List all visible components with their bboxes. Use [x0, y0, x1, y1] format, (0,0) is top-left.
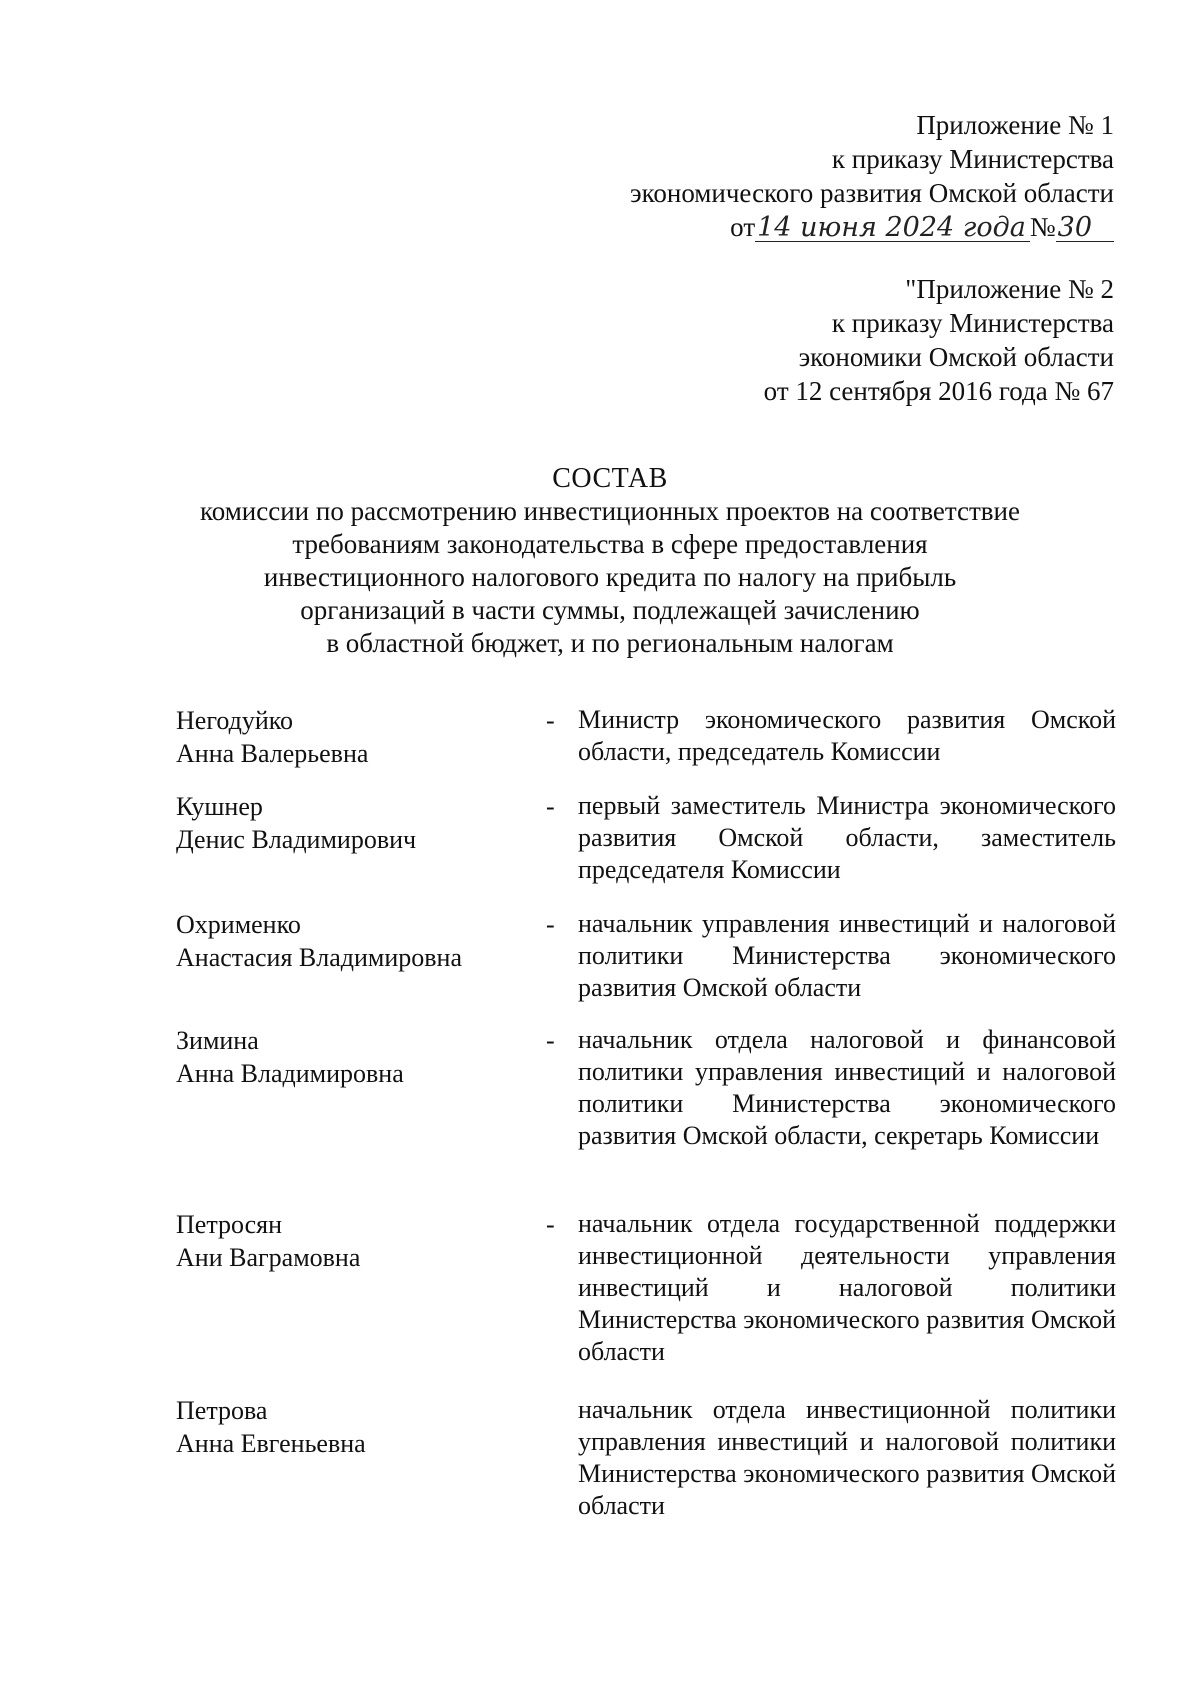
member-given-name: Анна Владимировна — [176, 1059, 404, 1088]
member-given-name: Анна Евгеньевна — [176, 1429, 366, 1458]
appendix-1-line-3: экономического развития Омской области — [630, 178, 1114, 208]
member-surname: Петрова — [176, 1396, 268, 1425]
member-dash: - — [546, 706, 555, 735]
member-dash: - — [546, 1210, 555, 1239]
member-role: Министр экономического развития Омской области, председатель Комиссии — [578, 705, 1116, 766]
appendix-1-line-2: к приказу Министерства — [831, 144, 1114, 174]
title-line-5: в областной бюджет, и по региональным налогам — [326, 628, 894, 658]
number-prefix: № — [1029, 212, 1056, 242]
member-surname: Негодуйко — [176, 706, 294, 735]
member-name — [176, 1208, 536, 1274]
member-surname: Кушнер — [176, 792, 263, 821]
member-surname: Охрименко — [176, 910, 301, 939]
appendix-2-line-3: экономики Омской области — [798, 342, 1114, 372]
title-line-3: инвестиционного налогового кредита по налогу на прибыль — [263, 562, 957, 592]
member-given-name: Ани Ваграмовна — [176, 1243, 361, 1272]
member-surname: Зимина — [176, 1026, 259, 1055]
member-role: начальник отдела налоговой и финансовой политики управления инвестиций и налоговой политики Министерства экономического развития Омской области, секретарь Комиссии — [578, 1025, 1116, 1150]
title-line-4: организаций в части суммы, подлежащей зачислению — [300, 595, 920, 625]
title-line-1: комиссии по рассмотрению инвестиционных проектов на соответствие — [199, 496, 1020, 526]
handwritten-date: 14 июня 2024 года — [755, 215, 1030, 242]
member-dash: - — [546, 1026, 555, 1055]
member-name — [176, 1024, 536, 1090]
title-heading: СОСТАВ — [552, 463, 668, 494]
member-role: начальник отдела государственной поддержки инвестиционной деятельности управления инвестиций и налоговой политики Министерства экономического развития Омской области — [578, 1209, 1116, 1366]
member-name — [176, 704, 536, 770]
title-line-2: требованиям законодательства в сфере предоставления — [292, 529, 928, 559]
appendix-2-line-1: "Приложение № 2 — [905, 274, 1114, 304]
member-role: первый заместитель Министра экономического развития Омской области, заместитель председателя Комиссии — [578, 791, 1116, 884]
member-given-name: Анна Валерьевна — [176, 739, 369, 768]
appendix-2-line-2: к приказу Министерства — [831, 308, 1114, 338]
handwritten-number: 30 — [1056, 215, 1114, 242]
member-given-name: Анастасия Владимировна — [176, 943, 462, 972]
member-surname: Петросян — [176, 1210, 283, 1239]
member-given-name: Денис Владимирович — [176, 825, 417, 854]
appendix-1-line-1: Приложение № 1 — [916, 110, 1114, 140]
member-dash: - — [546, 792, 555, 821]
member-role: начальник управления инвестиций и налоговой политики Министерства экономического развития Омской области — [578, 909, 1116, 1002]
date-prefix: от — [730, 212, 756, 242]
member-role: начальник отдела инвестиционной политики управления инвестиций и налоговой политики Министерства экономического развития Омской области — [578, 1395, 1116, 1520]
member-name — [176, 790, 536, 856]
member-name — [176, 908, 536, 974]
appendix-2-line-4: от 12 сентября 2016 года № 67 — [763, 376, 1114, 406]
member-name — [176, 1394, 536, 1460]
member-dash: - — [546, 910, 555, 939]
